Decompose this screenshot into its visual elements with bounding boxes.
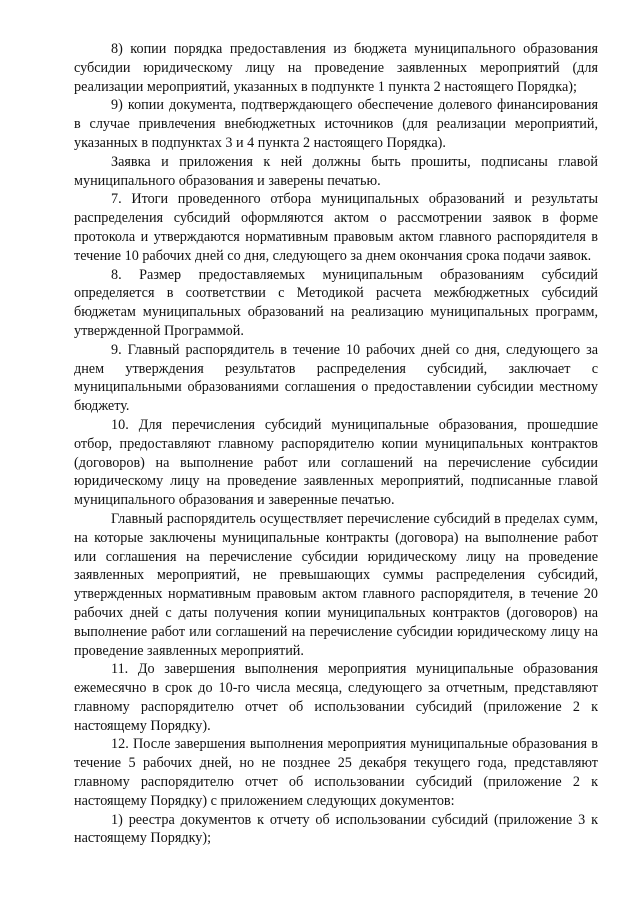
paragraph-point-8: 8. Размер предоставляемых муниципальным образованиям субсидий определяется в соответствии с Методикой расчета межбюджетных субсидий бюджетам муниципальных образований на реализацию муниципальных программ, утвержденной Программой. — [74, 266, 598, 339]
paragraph-subitem-1: 1) реестра документов к отчету об использовании субсидий (приложение 3 к настоящему Порядку); — [74, 811, 598, 847]
paragraph-point-7: 7. Итоги проведенного отбора муниципальных образований и результаты распределения субсидий оформляются актом о рассмотрении заявок в форме протокола и утверждаются нормативным правовым актом главного распорядителя в течение 10 рабочих дней со дня, следующего за днем окончания срока подачи заявок. — [74, 191, 598, 264]
paragraph-point-12: 12. После завершения выполнения мероприятия муниципальные образования в течение 5 рабочих дней, но не позднее 25 декабря текущего года, представляют главному распорядителю отчет об использовании субсидий (приложение 2 к настоящему Порядку) с приложением следующих документов: — [74, 736, 598, 809]
paragraph-point-9: 9. Главный распорядитель в течение 10 рабочих дней со дня, следующего за днем утверждения результатов распределения субсидий, заключает с муниципальными образованиями соглашения о предоставлении субсидии местному бюджету. — [74, 341, 598, 415]
paragraph-item-9: 9) копии документа, подтверждающего обеспечение долевого финансирования в случае привлечения внебюджетных источников (для реализации мероприятий, указанных в подпунктах 3 и 4 пункта 2 настоящего Порядка). — [74, 97, 598, 151]
paragraph-application-requirements: Заявка и приложения к ней должны быть прошиты, подписаны главой муниципального образования и заверены печатью. — [74, 153, 598, 189]
paragraph-point-11: 11. До завершения выполнения мероприятия муниципальные образования ежемесячно в срок до 10-го числа месяца, следующего за отчетным, представляют главному распорядителю отчет об использовании субсидий (приложение 2 к настоящему Порядку). — [74, 661, 598, 734]
paragraph-transfer-conditions: Главный распорядитель осуществляет перечисление субсидий в пределах сумм, на которые заключены муниципальные контракты (договора) на выполнение работ или соглашения на перечисление субсидии юридическому лицу на проведение заявленных мероприятий, не превышающих суммы распределения субсидий, утвержденных нормативным правовым актом главного распорядителя, в течение 20 рабочих дней с даты получения копии муниципальных контрактов (договоров) на выполнение работ или соглашений на перечисление субсидии юридическому лицу на проведение заявленных мероприятий. — [74, 510, 598, 659]
paragraph-item-8: 8) копии порядка предоставления из бюджета муниципального образования субсидии юридическому лицу на проведение заявленных мероприятий (для реализации мероприятий, указанных в подпункте 1 пункта 2 настоящего Порядка); — [74, 41, 598, 95]
paragraph-point-10: 10. Для перечисления субсидий муниципальные образования, прошедшие отбор, предоставляют главному распорядителю копии муниципальных контрактов (договоров) на выполнение работ или соглашений на перечисление субсидии юридическому лицу на проведение заявленных мероприятий, подписанные главой муниципального образования и заверенные печатью. — [74, 416, 598, 509]
